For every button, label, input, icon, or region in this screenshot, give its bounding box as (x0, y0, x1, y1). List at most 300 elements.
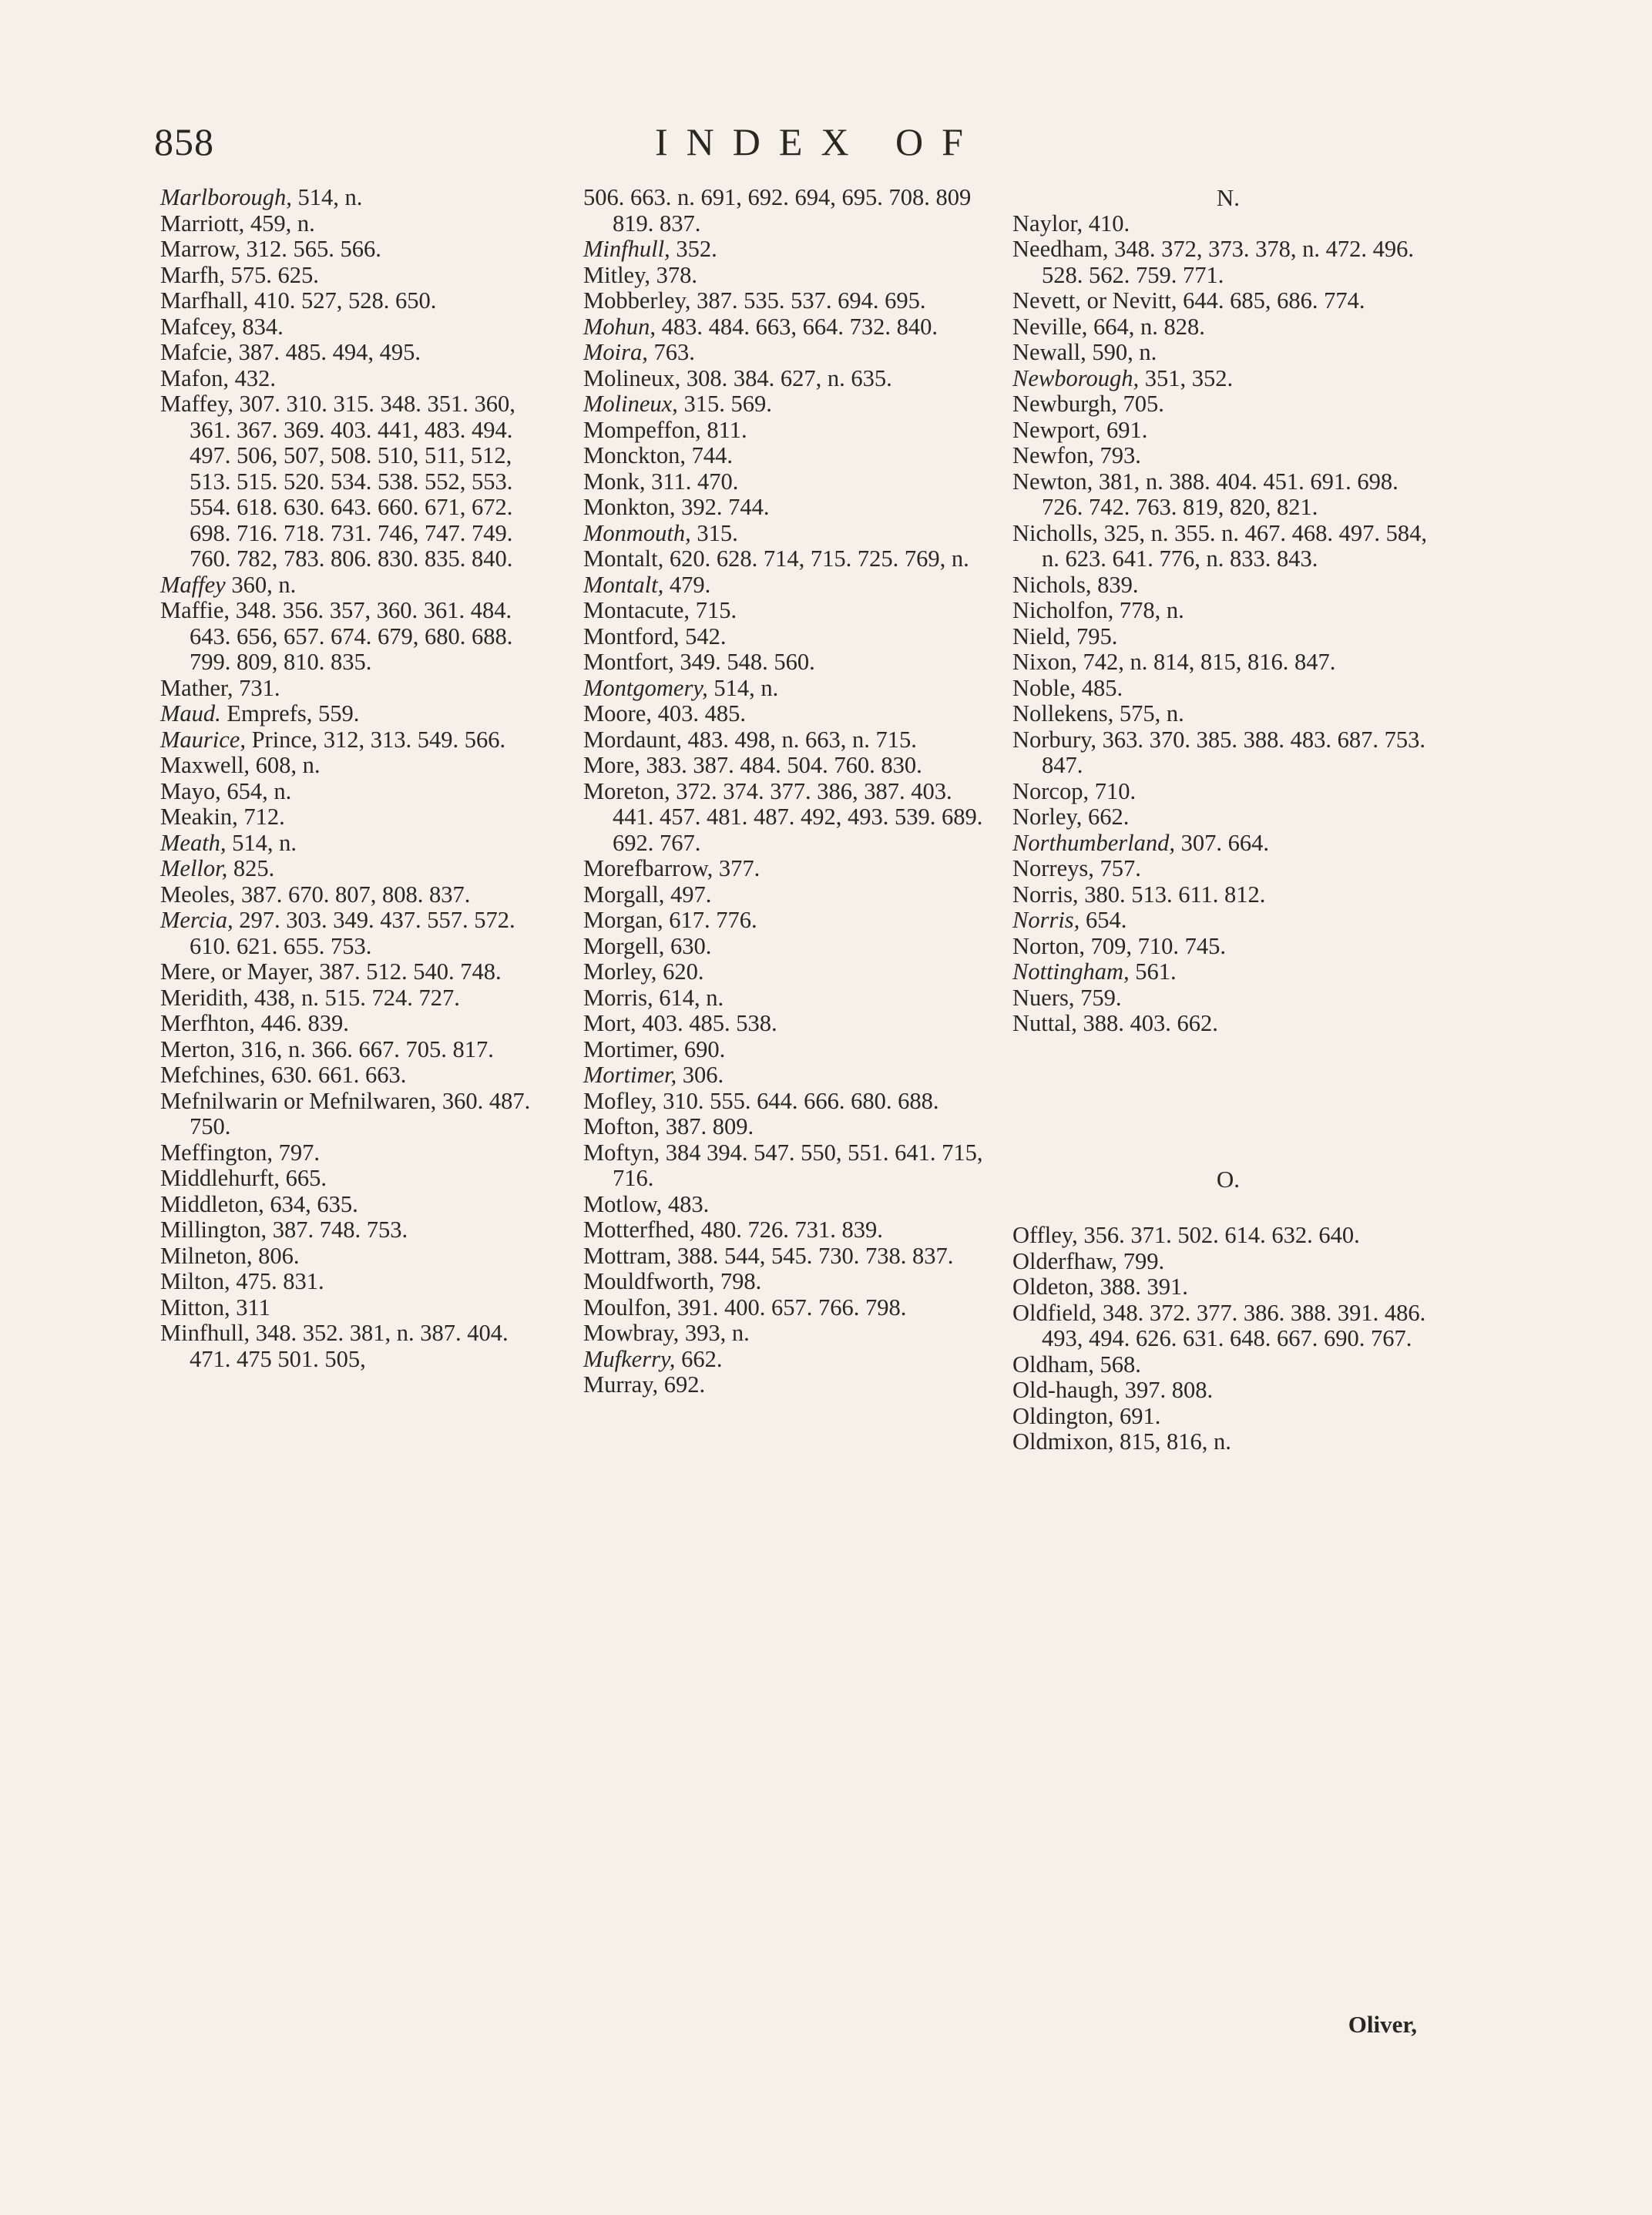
index-entry (160, 701, 549, 727)
index-entry (160, 288, 549, 314)
entry-page-refs: 384 394. 547. 550, 551. 641. 715, 716. (613, 1139, 983, 1191)
entry-page-refs: 432. (228, 364, 276, 391)
index-entry (160, 1217, 549, 1243)
entry-name: Morgell, (583, 932, 665, 959)
entry-page-refs: 381, n. 388. 404. 451. 691. 698. 726. 742. 763. 819, 820, 821. (1042, 468, 1398, 520)
entry-name: Milton, (160, 1268, 230, 1294)
entry-name: Norris, (1012, 881, 1079, 908)
entry-name: Morefbarrow, (583, 855, 714, 881)
index-entry (1012, 882, 1444, 908)
entry-name: Mofley, (583, 1087, 657, 1114)
index-entry (1012, 1011, 1444, 1037)
entry-page-refs: 325, n. 355. n. 467. 468. 497. 584, n. 623. 641. 776, n. 833. 843. (1042, 519, 1427, 572)
entry-name: Newton, (1012, 468, 1093, 495)
entry-name: Maffey, (160, 391, 233, 417)
entry-name: Monckton, (583, 442, 687, 468)
entry-page-refs: 692. (658, 1371, 706, 1398)
index-entry (1012, 804, 1444, 831)
entry-page-refs: 664, n. 828. (1087, 313, 1205, 340)
entry-name: Needham, (1012, 236, 1109, 262)
index-entry (1012, 366, 1444, 392)
entry-name: Motlow, (583, 1190, 663, 1217)
entry-page-refs: 497. (664, 881, 712, 908)
entry-name: Minfhull, (583, 236, 670, 262)
index-entry (1012, 649, 1444, 676)
entry-name: Mefnilwarin (160, 1087, 278, 1114)
entry-name: Monk, (583, 468, 646, 495)
index-entry (1012, 856, 1444, 882)
entry-name: Maffie, (160, 597, 230, 623)
index-entry (583, 391, 990, 418)
entry-name: Newborough, (1012, 364, 1140, 391)
running-title: INDEX OF (655, 120, 982, 163)
entry-page-refs: 378. (650, 261, 697, 288)
index-entry (1012, 314, 1444, 341)
index-entry (583, 1269, 990, 1295)
entry-page-refs: 839. (1091, 571, 1139, 598)
index-entry (1012, 908, 1444, 934)
entry-name: Meakin, (160, 804, 238, 830)
index-entry (583, 340, 990, 366)
entry-page-refs: 815, 816, n. (1113, 1428, 1231, 1455)
entry-page-refs: 691. (1113, 1402, 1161, 1429)
index-column-3 (1012, 185, 1444, 1455)
index-entry (160, 779, 549, 805)
index-entry (160, 340, 549, 366)
entry-page-refs: 793. (1093, 442, 1141, 468)
index-entry (160, 211, 549, 237)
entry-page-refs: 617. 776. (663, 907, 757, 933)
index-entry (583, 959, 990, 985)
entry-name: Morgall, (583, 881, 665, 908)
entry-page-refs: 506. 663. n. 691, 692. 694, 695. 708. 809 819. 837. (583, 184, 972, 237)
entry-name: Mitley, (583, 261, 650, 288)
entry-name: Nichols, (1012, 571, 1092, 598)
entry-name: Norbury, (1012, 726, 1096, 753)
index-entry (1012, 727, 1444, 779)
index-entry (160, 391, 549, 572)
index-entry (583, 443, 990, 469)
entry-name: Montacute, (583, 597, 690, 623)
entry-page-refs: 388. 403. 662. (1076, 1010, 1218, 1036)
index-entry (583, 934, 990, 960)
entry-page-refs: 459, n. (244, 210, 315, 237)
entry-page-refs: 709, 710. 745. (1085, 932, 1227, 959)
entry-page-refs: Prince, 312, 313. 549. 566. (245, 726, 506, 753)
entry-name: Nield, (1012, 623, 1071, 649)
entry-page-refs: 715. (690, 597, 737, 623)
index-entry (160, 263, 549, 289)
entry-page-refs: 620. 628. 714, 715. 725. 769, n. (663, 545, 969, 572)
entry-page-refs: 446. 839. (254, 1010, 349, 1036)
entry-name: Montgomery, (583, 674, 708, 701)
entry-name: Maud. (160, 700, 221, 727)
entry-page-refs: 608, n. (250, 752, 321, 778)
entry-page-refs: 310. 555. 644. 666. 680. 688. (656, 1087, 939, 1114)
entry-name: Oldmixon, (1012, 1428, 1114, 1455)
entry-name: Mafcie, (160, 339, 233, 365)
entry-page-refs: 483. 498, n. 663, n. 715. (681, 726, 917, 753)
index-entry (583, 1140, 990, 1192)
entry-page-refs: 356. 371. 502. 614. 632. 640. (1077, 1222, 1360, 1248)
entry-name: Mortimer, (583, 1035, 679, 1062)
entry-name: Mather, (160, 674, 233, 701)
entry-page-refs: 349. 548. 560. (673, 649, 815, 675)
index-entry (1012, 831, 1444, 857)
entry-name: Nollekens, (1012, 700, 1114, 727)
entry-name: Nuers, (1012, 984, 1075, 1011)
index-entry (160, 1295, 549, 1321)
entry-page-refs: 403. 485. (651, 700, 746, 727)
entry-name: Mofton, (583, 1113, 660, 1139)
entry-page-refs: 630. (664, 932, 712, 959)
entry-page-refs: 438, n. 515. 724. 727. (248, 984, 460, 1011)
index-entry (583, 598, 990, 624)
entry-name: Molineux, (583, 364, 681, 391)
index-entry (583, 263, 990, 289)
entry-name: Montford, (583, 623, 680, 649)
entry-name: Northumberland, (1012, 829, 1175, 856)
index-entry (1012, 598, 1444, 624)
index-entry (583, 1243, 990, 1270)
entry-name: Marfhall, (160, 287, 249, 314)
index-entry (583, 1037, 990, 1063)
index-entry (160, 314, 549, 341)
entry-page-refs: 380. 513. 611. 812. (1078, 881, 1266, 908)
entry-name: Minfhull, (160, 1320, 250, 1346)
entry-name: Mort, (583, 1010, 636, 1036)
entry-page-refs: 391. 400. 657. 766. 798. (671, 1294, 907, 1321)
index-entry (160, 1062, 549, 1089)
index-entry (583, 624, 990, 650)
index-entry (583, 753, 990, 779)
entry-name: More, (583, 752, 640, 778)
entry-page-refs: 387. 485. 494, 495. (233, 339, 421, 365)
index-entry (160, 985, 549, 1012)
index-entry (160, 185, 549, 211)
entry-name: Mafon, (160, 364, 229, 391)
entry-name: Nicholls, (1012, 519, 1098, 546)
entry-page-refs: 348. 372, 373. 378, n. 472. 496. 528. 562. 759. 771. (1042, 236, 1414, 288)
entry-name: Meoles, (160, 881, 236, 908)
entry-name: Middlehurft, (160, 1165, 280, 1191)
catchword: Oliver, (1348, 2011, 1417, 2038)
entry-page-refs: 712. (237, 804, 285, 830)
entry-page-refs: 757. (1093, 855, 1141, 881)
entry-page-refs: 742, n. 814, 815, 816. 847. (1076, 649, 1336, 675)
index-entry (583, 237, 990, 263)
entry-name: Maffey (160, 571, 226, 598)
index-entry (160, 908, 549, 959)
entry-page-refs: 483. (662, 1190, 710, 1217)
entry-name: Mompeffon, (583, 416, 701, 443)
entry-page-refs: 307. 664. (1174, 829, 1269, 856)
entry-name: Mefchines, (160, 1062, 266, 1088)
entry-page-refs: 590, n. (1086, 339, 1157, 365)
index-entry (583, 727, 990, 753)
index-entry (583, 469, 990, 495)
entry-page-refs: 388. 391. (1093, 1274, 1188, 1300)
index-entry (583, 649, 990, 676)
index-entry (583, 1089, 990, 1115)
entry-name: Molineux, (583, 391, 678, 417)
entry-page-refs: 778, n. (1113, 597, 1184, 623)
index-entry (1012, 521, 1444, 572)
index-entry (583, 1011, 990, 1037)
entry-name: Oldham, (1012, 1351, 1094, 1378)
entry-name: Monmouth, (583, 519, 691, 546)
entry-name: Mitton, (160, 1294, 230, 1321)
index-entry (583, 288, 990, 314)
entry-page-refs: 348. 372. 377. 386. 388. 391. 486. 493, 494. 626. 631. 648. 667. 690. 767. (1042, 1299, 1426, 1351)
entry-name: Nevett, (1012, 287, 1081, 314)
entry-name: Monkton, (583, 494, 676, 520)
entry-page-refs: 634, 635. (264, 1190, 358, 1217)
entry-page-refs: 763. (647, 339, 695, 365)
index-entry (1012, 701, 1444, 727)
entry-name: Marlborough, (160, 184, 292, 210)
index-entry (160, 882, 549, 908)
entry-page-refs: 690. (678, 1035, 726, 1062)
entry-page-refs: 483. 484. 663, 664. 732. 840. (656, 313, 938, 340)
index-entry (160, 727, 549, 753)
entry-page-refs: 665. (280, 1165, 327, 1191)
entry-name: Marrow, (160, 236, 240, 262)
entry-name: Motterfhed, (583, 1217, 695, 1243)
index-entry (160, 1192, 549, 1218)
index-entry (160, 804, 549, 831)
index-entry (1012, 985, 1444, 1012)
entry-name: Oldfield, (1012, 1299, 1097, 1326)
entry-page-refs: 311. 470. (645, 468, 739, 495)
entry-page-refs: 392. 744. (675, 494, 770, 520)
entry-page-refs: 397. 808. (1119, 1377, 1214, 1403)
index-column-1 (160, 185, 549, 1372)
entry-page-refs: 351, 352. (1139, 364, 1234, 391)
entry-page-refs: 806. (252, 1242, 300, 1269)
entry-name: Norris, (1012, 907, 1080, 933)
entry-page-refs: 514, n. (226, 829, 297, 856)
index-entry (1012, 1378, 1444, 1404)
entry-page-refs: or Nevitt, 644. 685, 686. 774. (1080, 287, 1365, 314)
entry-name: Montalt, (583, 545, 664, 572)
entry-page-refs: 797. (273, 1139, 320, 1166)
index-entry (1012, 1300, 1444, 1352)
index-entry (160, 366, 549, 392)
entry-name: Maxwell, (160, 752, 250, 778)
entry-name: Norreys, (1012, 855, 1094, 881)
entry-page-refs: 759. (1074, 984, 1122, 1011)
index-entry (160, 1269, 549, 1295)
page-number: 858 (154, 120, 214, 163)
entry-name: Meath, (160, 829, 227, 856)
entry-name: Moreton, (583, 777, 670, 804)
entry-page-refs: 352. (670, 236, 717, 262)
entry-name: Moftyn, (583, 1139, 660, 1166)
entry-page-refs: 705. (1116, 391, 1164, 417)
entry-name: Morris, (583, 984, 653, 1011)
entry-name: Old-haugh, (1012, 1377, 1120, 1403)
entry-page-refs: 798. (714, 1268, 762, 1294)
entry-name: Naylor, (1012, 210, 1083, 237)
section-letter-heading: N. (1216, 184, 1241, 211)
entry-page-refs: 315. (690, 519, 738, 546)
index-entry (583, 572, 990, 599)
index-entry (1012, 418, 1444, 444)
entry-name: Nicholfon, (1012, 597, 1114, 623)
entry-page-refs: 654, n. (220, 777, 292, 804)
index-entry (1012, 676, 1444, 702)
entry-name: Moulfon, (583, 1294, 672, 1321)
index-entry (1012, 779, 1444, 805)
entry-page-refs: 654. (1080, 907, 1127, 933)
index-entry (160, 237, 549, 263)
entry-name: Newfon, (1012, 442, 1094, 468)
section-letter-heading: O. (1216, 1165, 1241, 1193)
entry-page-refs: 372. 374. 377. 386, 387. 403. 441. 457. 481. 487. 492, 493. 539. 689. 692. 767. (613, 777, 983, 856)
index-entry (583, 882, 990, 908)
entry-page-refs: 662. (675, 1345, 723, 1372)
entry-name: Mayo, (160, 777, 221, 804)
entry-page-refs: 388. 544, 545. 730. 738. 837. (671, 1242, 954, 1269)
entry-page-refs: 410. (1083, 210, 1130, 237)
index-entry (1012, 624, 1444, 650)
entry-name: Oldington, (1012, 1402, 1114, 1429)
entry-page-refs: 485. (1076, 674, 1123, 701)
entry-page-refs: 403. 485. 538. (636, 1010, 777, 1036)
index-entry (583, 1114, 990, 1140)
entry-page-refs: 561. (1129, 958, 1177, 985)
index-entry (1012, 237, 1444, 288)
entry-page-refs: 811. (700, 416, 747, 443)
entry-name: Meridith, (160, 984, 249, 1011)
index-entry (583, 701, 990, 727)
entry-page-refs: 393, n. (679, 1320, 750, 1346)
index-entry (583, 546, 990, 572)
entry-page-refs: 799. (1117, 1247, 1165, 1274)
index-entry (583, 521, 990, 547)
index-entry (1012, 443, 1444, 469)
index-entry (1012, 1352, 1444, 1378)
entry-page-refs: 360, n. (225, 571, 297, 598)
entry-page-refs: 311 (230, 1294, 270, 1321)
index-entry (160, 1166, 549, 1192)
entry-name: Norcop, (1012, 777, 1090, 804)
index-entry (160, 1037, 549, 1063)
entry-name: Mordaunt, (583, 726, 682, 753)
entry-name: Newport, (1012, 416, 1101, 443)
index-entry (1012, 288, 1444, 314)
entry-name: Millington, (160, 1217, 267, 1243)
entry-page-refs: 825. (227, 855, 275, 881)
index-entry (583, 908, 990, 934)
entry-name: Milneton, (160, 1242, 253, 1269)
entry-page-refs: 542. (679, 623, 727, 649)
index-entry (160, 676, 549, 702)
entry-name: Norley, (1012, 804, 1083, 830)
entry-page-refs: 308. 384. 627, n. 635. (680, 364, 892, 391)
entry-page-refs: 514, n. (707, 674, 779, 701)
entry-page-refs: 377. (713, 855, 761, 881)
entry-name: Mufkerry, (583, 1345, 676, 1372)
index-entry (583, 676, 990, 702)
entry-page-refs: 575, n. (1113, 700, 1184, 727)
entry-name: Mowbray, (583, 1320, 680, 1346)
entry-name: Merfhton, (160, 1010, 255, 1036)
index-entry (583, 1347, 990, 1373)
entry-name: Nixon, (1012, 649, 1077, 675)
entry-name: Marriott, (160, 210, 245, 237)
entry-page-refs: 614, n. (653, 984, 724, 1011)
index-entry (1012, 1223, 1444, 1249)
index-entry (583, 985, 990, 1012)
entry-name: Newburgh, (1012, 391, 1117, 417)
entry-name: Marfh, (160, 261, 225, 288)
entry-page-refs: 475. 831. (230, 1268, 324, 1294)
entry-page-refs: 387. 748. 753. (267, 1217, 408, 1243)
entry-page-refs: 568. (1093, 1351, 1141, 1378)
entry-name: Mafcey, (160, 313, 237, 340)
entry-name: Mercia, (160, 907, 233, 933)
index-entry (583, 314, 990, 341)
index-entry (160, 1243, 549, 1270)
index-entry (1012, 959, 1444, 985)
index-entry (1012, 1274, 1444, 1300)
entry-page-refs: 514, n. (291, 184, 363, 210)
entry-name: Norton, (1012, 932, 1086, 959)
entry-name: Morley, (583, 958, 657, 985)
entry-page-refs: 312. 565. 566. (240, 236, 381, 262)
index-entry (1012, 572, 1444, 599)
index-entry (160, 1140, 549, 1166)
entry-name: Noble, (1012, 674, 1076, 701)
entry-page-refs: or Mayer, 387. 512. 540. 748. (215, 958, 502, 985)
entry-name: Merton, (160, 1035, 236, 1062)
entry-page-refs: 410. 527, 528. 650. (248, 287, 437, 314)
entry-name: Mellor, (160, 855, 228, 881)
index-entry (583, 418, 990, 444)
entry-name: Mouldfworth, (583, 1268, 715, 1294)
entry-name: Moira, (583, 339, 648, 365)
index-entry (1012, 340, 1444, 366)
entry-name: Nottingham, (1012, 958, 1130, 985)
entry-name: Murray, (583, 1371, 659, 1398)
index-entry (1012, 1249, 1444, 1275)
entry-name: Meffington, (160, 1139, 273, 1166)
index-entry (1012, 469, 1444, 521)
index-entry (583, 1062, 990, 1089)
entry-page-refs: 348. 352. 381, n. 387. 404. 471. 475 501. 505, (190, 1320, 509, 1372)
index-entry (583, 1372, 990, 1398)
index-entry (160, 831, 549, 857)
entry-page-refs: 383. 387. 484. 504. 760. 830. (640, 752, 922, 778)
index-entry (1012, 211, 1444, 237)
entry-page-refs: 363. 370. 385. 388. 483. 687. 753. 847. (1042, 726, 1425, 778)
index-entry (160, 598, 549, 676)
index-entry (1012, 1429, 1444, 1455)
entry-name: Montalt, (583, 571, 664, 598)
entry-page-refs: 662. (1082, 804, 1130, 830)
index-entry (160, 856, 549, 882)
entry-page-refs: 307. 310. 315. 348. 351. 360, 361. 367. 369. 403. 441, 483. 494. 497. 506, 507, 508. 510, 511, 512, 513. 515. 520. 534. 538. 552, 553. 554. 618. 630. 643. 660. 671, 672. 698. 716. 718. 731. 746, 747. 749. 760. 782, 783. 806. 830. 835. 840. (190, 391, 515, 572)
index-entry (583, 1295, 990, 1321)
entry-page-refs: 620. (656, 958, 704, 985)
entry-page-refs: 316, n. 366. 667. 705. 817. (235, 1035, 494, 1062)
entry-page-refs: 795. (1070, 623, 1118, 649)
entry-page-refs: 710. (1089, 777, 1137, 804)
index-entry (583, 1217, 990, 1243)
entry-name: Newall, (1012, 339, 1086, 365)
